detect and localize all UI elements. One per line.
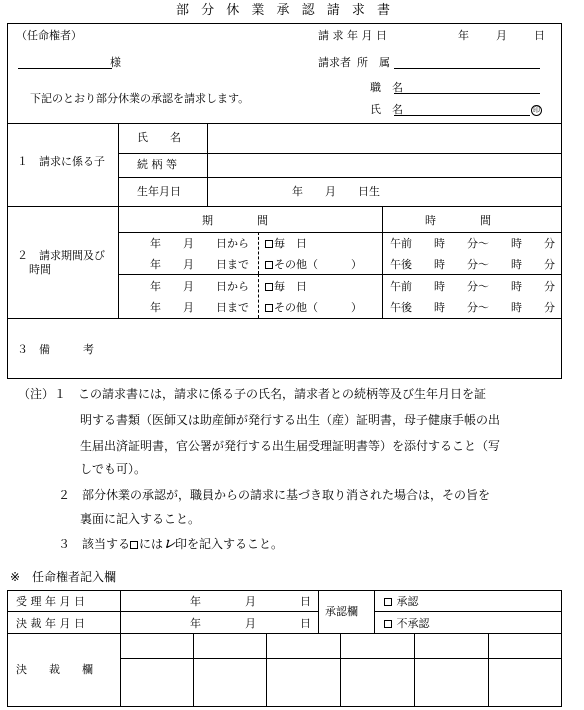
main-table-top bbox=[7, 123, 562, 124]
request-day-label: 日 bbox=[534, 29, 545, 42]
request-year-label: 年 bbox=[458, 29, 469, 42]
appointer-table-left bbox=[7, 590, 8, 706]
page-title: 部 分 休 業 承 認 請 求 書 bbox=[176, 3, 395, 18]
child-relation-label: 続 柄 等 bbox=[137, 158, 177, 171]
received-row-bottom bbox=[7, 611, 318, 612]
note-3: ３ 該当する にはレ印を記入すること。 bbox=[58, 537, 284, 551]
decision-col-2 bbox=[193, 633, 194, 706]
period-2-every: 毎 日 bbox=[265, 281, 307, 292]
checkbox-icon bbox=[130, 541, 138, 549]
decision-grid-mid bbox=[120, 658, 562, 659]
check-mark-icon: レ bbox=[163, 537, 176, 551]
decision-col-5 bbox=[414, 633, 415, 706]
approval-label: 承認欄 bbox=[325, 605, 358, 618]
intro-text: 下記のとおり部分休業の承認を請求します。 bbox=[30, 92, 250, 105]
period-1-from: 年 月 日から bbox=[150, 237, 249, 250]
period-1-every: 毎 日 bbox=[265, 238, 307, 249]
note-1-line-3: 生届出済証明書，官公署が発行する出生届受理証明書等）を添付すること（写 bbox=[80, 439, 501, 453]
approval-label-right bbox=[374, 590, 375, 633]
approved-checkbox[interactable] bbox=[384, 598, 392, 606]
seal-icon: 印 bbox=[533, 105, 540, 114]
appointer-table-right bbox=[561, 590, 562, 706]
period-1-pm: 午後 時 分～ 時 分 bbox=[390, 258, 555, 271]
note-2-line-2: 裏面に記入すること。 bbox=[80, 512, 201, 526]
decided-date-label: 決 裁 年 月 日 bbox=[16, 617, 85, 630]
period-dashed-divider-2 bbox=[258, 274, 259, 318]
main-table-right bbox=[561, 123, 562, 378]
position-line bbox=[394, 93, 540, 94]
position-label: 職 名 bbox=[370, 81, 403, 94]
period-2-am: 午前 時 分～ 時 分 bbox=[390, 280, 555, 293]
period-1-am: 午前 時 分～ 時 分 bbox=[390, 237, 555, 250]
period-section-label-1: ２ 請求期間及び bbox=[17, 249, 105, 262]
appointer-table-bottom bbox=[7, 706, 562, 707]
period-block-divider bbox=[118, 274, 562, 275]
child-row-line-2 bbox=[118, 177, 562, 178]
header-box-right bbox=[561, 23, 562, 123]
note-1-line-1: （注）１ この請求書には，請求に係る子の氏名，請求者との続柄等及び生年月日を証 bbox=[18, 387, 487, 401]
appointer-table-top bbox=[7, 590, 562, 591]
requester-label: 請求者 bbox=[318, 56, 351, 69]
period-time-divider bbox=[382, 206, 383, 318]
child-label-divider bbox=[207, 123, 208, 206]
period-2-to: 年 月 日まで bbox=[150, 301, 249, 314]
header-box-top bbox=[7, 23, 562, 24]
affiliation-line bbox=[394, 68, 540, 69]
decided-date-value: 年 月 日 bbox=[190, 617, 311, 630]
decision-col-4 bbox=[340, 633, 341, 706]
name-label: 氏 名 bbox=[370, 103, 403, 116]
appointer-section-heading: ※ 任命権者記入欄 bbox=[10, 570, 117, 584]
child-row-line-1 bbox=[118, 153, 562, 154]
date-label-divider bbox=[120, 590, 121, 706]
approval-label-left bbox=[318, 590, 319, 633]
child-birth-value: 年 月 日生 bbox=[292, 185, 380, 198]
time-header: 時 間 bbox=[425, 214, 491, 227]
sama-label: 様 bbox=[110, 56, 121, 69]
appointer-label: （任命権者） bbox=[16, 29, 82, 42]
not-approved-option: 不承認 bbox=[384, 618, 430, 629]
period-header: 期 間 bbox=[202, 214, 268, 227]
name-line bbox=[394, 115, 530, 116]
period-2-other: その他（ ） bbox=[265, 302, 362, 313]
every-day-checkbox[interactable] bbox=[265, 283, 273, 291]
request-month-label: 月 bbox=[496, 29, 507, 42]
child-section-bottom bbox=[7, 206, 562, 207]
section-label-divider bbox=[118, 123, 119, 318]
approval-row-divider bbox=[374, 611, 562, 612]
child-birth-label: 生年月日 bbox=[137, 185, 181, 198]
period-2-from: 年 月 日から bbox=[150, 280, 249, 293]
child-name-label: 氏 名 bbox=[137, 131, 181, 144]
received-date-label: 受 理 年 月 日 bbox=[16, 595, 85, 608]
note-2-line-1: ２ 部分休業の承認が，職員からの請求に基づき取り消された場合は，その旨を bbox=[58, 488, 491, 502]
period-header-bottom bbox=[118, 232, 562, 233]
period-2-pm: 午後 時 分～ 時 分 bbox=[390, 301, 555, 314]
header-box-left bbox=[7, 23, 8, 123]
period-section-bottom bbox=[7, 318, 562, 319]
remarks-section-bottom bbox=[7, 378, 562, 379]
period-dashed-divider-1 bbox=[258, 232, 259, 274]
received-date-value: 年 月 日 bbox=[190, 595, 311, 608]
period-section-label-2: 時間 bbox=[29, 263, 51, 276]
not-approved-checkbox[interactable] bbox=[384, 620, 392, 628]
appointer-name-line bbox=[18, 68, 112, 69]
decided-row-bottom bbox=[7, 633, 562, 634]
approved-option: 承認 bbox=[384, 596, 419, 607]
decision-col-6 bbox=[488, 633, 489, 706]
note-1-line-2: 明する書類（医師又は助産師が発行する出生（産）証明書，母子健康手帳の出 bbox=[80, 413, 501, 427]
every-day-checkbox[interactable] bbox=[265, 240, 273, 248]
period-1-to: 年 月 日まで bbox=[150, 258, 249, 271]
period-1-other: その他（ ） bbox=[265, 259, 362, 270]
note-1-line-4: しでも可）。 bbox=[80, 462, 147, 476]
other-checkbox[interactable] bbox=[265, 304, 273, 312]
child-section-label: １ 請求に係る子 bbox=[17, 155, 105, 168]
other-checkbox[interactable] bbox=[265, 261, 273, 269]
decision-col-3 bbox=[266, 633, 267, 706]
main-table-left bbox=[7, 123, 8, 378]
affiliation-label: 所 属 bbox=[357, 56, 390, 69]
request-date-label: 請 求 年 月 日 bbox=[318, 29, 387, 42]
decision-label: 決 裁 欄 bbox=[16, 663, 93, 676]
remarks-label: ３ 備 考 bbox=[17, 343, 94, 356]
